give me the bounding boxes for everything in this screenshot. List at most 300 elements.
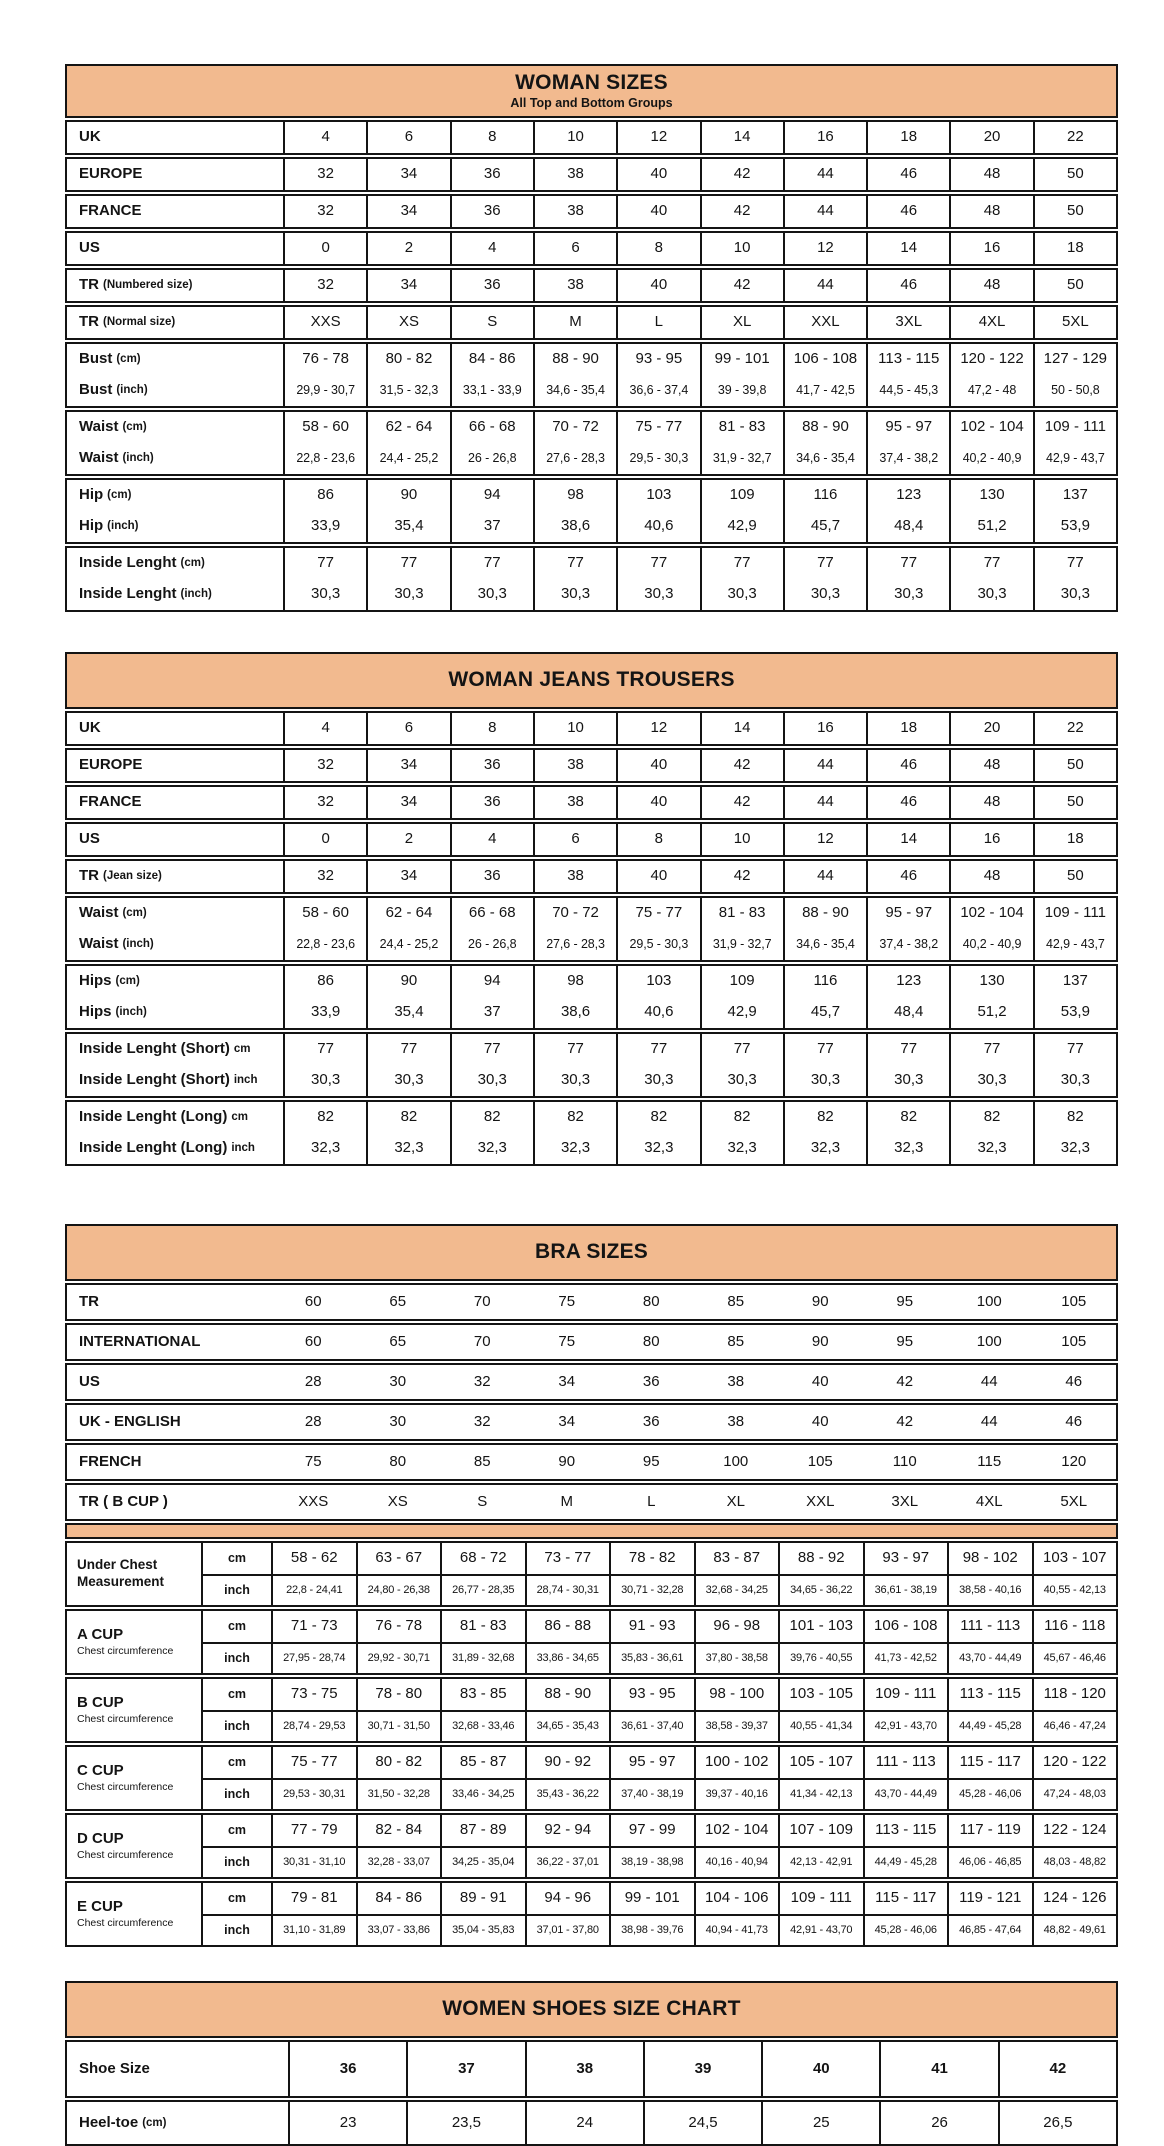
value-cell: 36,6 - 37,4 [616,375,699,406]
value-cell: 82 [450,1102,533,1133]
value-cell: 32,3 [533,1133,616,1164]
value-cell: 88 - 90 [783,412,866,443]
value-cell: 75 - 77 [616,898,699,929]
value-cell: 30,3 [700,579,783,610]
value-cell: 115 - 117 [863,1883,948,1914]
unit-cell: cm [201,1679,271,1710]
value-cell: 24,4 - 25,2 [366,929,449,960]
row-label: EUROPE [79,165,143,183]
row-label: US [79,830,100,848]
value-cell: 99 - 101 [609,1883,694,1914]
value-cell: 32 [473,1372,491,1390]
value-cell: 124 - 126 [1032,1883,1117,1914]
value-cell: 76 - 78 [283,344,366,375]
value-cell: 40,2 - 40,9 [949,443,1032,474]
value-cell: 98 [533,966,616,997]
value-cell: 30,3 [1033,1065,1116,1096]
value-cell: 130 [949,480,1032,511]
value-cell: 82 [866,1102,949,1133]
value-cell: 2 [366,824,449,855]
value-cell: 98 - 102 [947,1543,1032,1574]
value-cell: 6 [366,713,449,744]
table-subtitle: All Top and Bottom Groups [510,96,673,110]
row-label: Under Chest Measurement [77,1557,165,1589]
value-cell: 25 [761,2102,879,2144]
value-cell: 82 [366,1102,449,1133]
value-cell: 32 [283,159,366,190]
value-cell: 42 [998,2042,1116,2096]
row-label: A CUP [77,1626,124,1644]
row-label-cell [67,1445,271,1479]
value-cell: 77 [700,1034,783,1065]
value-cell: 23 [288,2102,406,2144]
value-cell: 81 - 83 [700,898,783,929]
value-cell: 36 [642,1412,660,1430]
value-cell: 94 [450,966,533,997]
value-cell: 130 [949,966,1032,997]
value-cell: S [450,307,533,338]
value-cell: 77 [533,548,616,579]
value-cell: 35,43 - 36,22 [525,1778,610,1809]
value-cell: 35,04 - 35,83 [440,1914,525,1945]
row-label: US [79,239,100,257]
value-cell: 60 [304,1332,322,1350]
value-cell: 100 [976,1292,1002,1310]
value-cell: 33,07 - 33,86 [356,1914,441,1945]
value-cell: 77 [783,1034,866,1065]
value-cell: 113 - 115 [863,1815,948,1846]
table-section [65,410,1118,476]
value-cell: 86 [283,480,366,511]
value-cell: 32 [283,861,366,892]
woman-sizes-body [65,120,1118,612]
value-cell: 48,4 [866,997,949,1028]
value-cell: 3XL [866,307,949,338]
value-cell: 90 [811,1292,829,1310]
value-cell: 32,3 [700,1133,783,1164]
value-cell: 50 - 50,8 [1033,375,1116,406]
value-cell: 38,58 - 40,16 [947,1574,1032,1605]
value-cell: 22,8 - 23,6 [283,443,366,474]
value-cell: 46,85 - 47,64 [947,1914,1032,1945]
value-cell: 8 [450,122,533,153]
row-sublabel: Chest circumference [77,1645,174,1658]
woman-jeans-body [65,711,1118,1166]
value-cell: 105 [1061,1292,1087,1310]
value-cell: 105 - 107 [778,1747,863,1778]
value-cell: 40,16 - 40,94 [694,1846,779,1877]
value-cell: 82 [949,1102,1032,1133]
row-label-cell [67,929,283,960]
value-cell: 77 [366,1034,449,1065]
value-cell: 80 - 82 [366,344,449,375]
table-section [65,157,1118,192]
value-cell: 47,2 - 48 [949,375,1032,406]
row-label: Heel-toe [79,2113,139,2131]
row-label-cell [67,1405,271,1439]
value-cell: 35,4 [366,997,449,1028]
value-cell: 44 [783,196,866,227]
bra-sizes-body [65,1283,1118,1947]
value-cell: 4 [450,824,533,855]
row-label-cell [67,898,283,929]
value-cell: 48 [949,861,1032,892]
value-cell: 127 - 129 [1033,344,1116,375]
value-cell: 42 [700,196,783,227]
value-cell: 123 [866,480,949,511]
value-cell: 33,46 - 34,25 [440,1778,525,1809]
table-section [65,859,1118,894]
value-cell: 113 - 115 [866,344,949,375]
value-cell: 46 [866,861,949,892]
row-label: Waist [79,449,119,467]
value-cell: 95 - 97 [609,1747,694,1778]
value-cell: S [477,1492,488,1510]
value-cell: 30,3 [533,579,616,610]
row-label-cell [67,579,283,610]
value-cell: 109 - 111 [778,1883,863,1914]
value-cell: 6 [366,122,449,153]
row-label-cell [67,307,283,338]
value-cell: 36,61 - 38,19 [863,1574,948,1605]
value-cell: 32,68 - 34,25 [694,1574,779,1605]
value-cell: 40 [616,159,699,190]
value-cell: 44,5 - 45,3 [866,375,949,406]
value-cell: 31,9 - 32,7 [700,443,783,474]
row-label: Inside Lenght [79,554,177,572]
value-cell: 44 [783,159,866,190]
value-cell: 38,6 [533,997,616,1028]
row-label-suffix: (cm) [107,489,132,502]
table-section [65,711,1118,746]
value-cell: 34 [366,861,449,892]
value-cell: 42,9 [700,997,783,1028]
value-cell: 83 - 85 [440,1679,525,1710]
value-cell: 109 [700,480,783,511]
value-cell: M [560,1492,573,1510]
row-label-cell [67,1285,271,1319]
value-cell: 103 [616,480,699,511]
row-label: FRANCE [79,202,142,220]
row-label-cell [67,713,283,744]
row-label-suffix: (cm) [115,975,140,988]
row-label: Bust [79,381,113,399]
value-cell: 33,9 [283,997,366,1028]
value-cell: 10 [700,824,783,855]
value-cell: 37,4 - 38,2 [866,443,949,474]
value-cell: 120 - 122 [949,344,1032,375]
value-cell: 35,83 - 36,61 [609,1642,694,1673]
value-cell: 95 [896,1332,914,1350]
value-cell: 73 - 77 [525,1543,610,1574]
row-label: TR [79,867,99,885]
row-label-cell [67,1065,283,1096]
unit-cell: inch [201,1574,271,1605]
value-cell: 30,3 [366,1065,449,1096]
value-cell: 44 [783,270,866,301]
value-cell: 12 [616,122,699,153]
value-cell: 40,6 [616,997,699,1028]
value-cell: 58 - 60 [283,898,366,929]
value-cell: 88 - 90 [783,898,866,929]
row-label: Bust [79,350,113,368]
value-cell: 77 [283,548,366,579]
value-cell: 32 [283,750,366,781]
value-cell: 30,3 [533,1065,616,1096]
value-cell: 98 [533,480,616,511]
value-cell: 34,25 - 35,04 [440,1846,525,1877]
row-sublabel: Chest circumference [77,1781,174,1794]
value-cell: XS [366,307,449,338]
row-label: TR [79,313,99,331]
value-cell: 73 - 75 [271,1679,356,1710]
value-cell: 102 - 104 [694,1815,779,1846]
value-cell: 30,3 [949,579,1032,610]
row-label-cell [67,375,283,406]
value-cell: 80 [642,1292,660,1310]
value-cell: 38 [533,196,616,227]
value-cell: 88 - 90 [533,344,616,375]
row-label-cell [67,1325,271,1359]
value-cell: 29,9 - 30,7 [283,375,366,406]
value-cell: 46 [1065,1372,1083,1390]
value-cell: 32 [283,270,366,301]
value-cell: 109 [700,966,783,997]
value-cell: 42 [700,861,783,892]
row-label-cell [67,1679,201,1741]
row-label: TR [79,276,99,294]
value-cell: 36 [450,861,533,892]
table-section [65,268,1118,303]
value-cell: 4XL [975,1492,1003,1510]
table-section [65,478,1118,544]
value-cell: 42 [700,787,783,818]
value-cell: 94 - 96 [525,1883,610,1914]
value-cell: 46 [866,270,949,301]
value-cell: 45,7 [783,511,866,542]
value-cell: 37,01 - 37,80 [525,1914,610,1945]
value-cell: 42,9 [700,511,783,542]
table-section [65,231,1118,266]
value-cell: 103 - 107 [1032,1543,1117,1574]
value-cell: 51,2 [949,511,1032,542]
value-cell: 33,9 [283,511,366,542]
row-label-cell [67,1485,271,1519]
row-label: US [79,1372,100,1390]
table-section [65,1677,1118,1743]
value-cell: 31,9 - 32,7 [700,929,783,960]
unit-cell: inch [201,1914,271,1945]
value-cell: 31,10 - 31,89 [271,1914,356,1945]
value-cell: 30,3 [1033,579,1116,610]
row-label: UK [79,719,101,737]
table-title: WOMAN SIZES [515,71,668,94]
value-cell: 4 [283,713,366,744]
woman-jeans-trousers-table [65,652,1118,1166]
value-cell: 48,4 [866,511,949,542]
value-cell: 38,19 - 38,98 [609,1846,694,1877]
value-cell: 24,5 [643,2102,761,2144]
row-label-suffix: (inch) [180,588,212,601]
value-cell: 22,8 - 24,41 [271,1574,356,1605]
value-cell: 30,3 [616,1065,699,1096]
value-cell: 45,67 - 46,46 [1032,1642,1117,1673]
value-cell: 32,3 [616,1133,699,1164]
value-cell: 119 - 121 [947,1883,1032,1914]
row-label: FRENCH [79,1452,142,1470]
value-cell: 29,53 - 30,31 [271,1778,356,1809]
value-cell: 32,3 [366,1133,449,1164]
unit-cell: cm [201,1815,271,1846]
value-cell: 37 [450,511,533,542]
value-cell: 70 - 72 [533,898,616,929]
unit-cell: inch [201,1778,271,1809]
table-section [65,342,1118,408]
unit-cell: cm [201,1611,271,1642]
value-cell: 30,3 [866,579,949,610]
value-cell: 109 - 111 [1033,898,1116,929]
value-cell: 39,37 - 40,16 [694,1778,779,1809]
value-cell: 10 [533,713,616,744]
value-cell: 27,95 - 28,74 [271,1642,356,1673]
value-cell: 22,8 - 23,6 [283,929,366,960]
value-cell: 38 [533,787,616,818]
value-cell: 42 [700,270,783,301]
unit-cell: inch [201,1642,271,1673]
value-cell: 42,91 - 43,70 [863,1710,948,1741]
value-cell: 40 [761,2042,879,2096]
value-cell: 96 - 98 [694,1611,779,1642]
value-cell: 10 [533,122,616,153]
value-cell: 95 - 97 [866,898,949,929]
value-cell: 20 [949,713,1032,744]
row-label-cell [67,196,283,227]
value-cell: 53,9 [1033,997,1116,1028]
row-label: EUROPE [79,756,143,774]
value-cell: 31,5 - 32,3 [366,375,449,406]
row-label-cell [67,122,283,153]
value-cell: 40 [811,1412,829,1430]
value-cell: 71 - 73 [271,1611,356,1642]
value-cell: 68 - 72 [440,1543,525,1574]
row-label-cell [67,1034,283,1065]
value-cell: 34 [366,270,449,301]
row-label-cell [67,2102,288,2144]
value-cell: 34 [366,196,449,227]
value-cell: 34,65 - 35,43 [525,1710,610,1741]
table-section [65,546,1118,612]
value-cell: 110 [892,1452,917,1470]
row-label: B CUP [77,1694,124,1712]
row-label-suffix: (Jean size) [103,870,162,883]
value-cell: 41,73 - 42,52 [863,1642,948,1673]
value-cell: 103 - 105 [778,1679,863,1710]
value-cell: 70 - 72 [533,412,616,443]
value-cell: 115 [977,1452,1002,1470]
value-cell: 50 [1033,196,1116,227]
table-section [65,1363,1118,1401]
table-section [65,1100,1118,1166]
value-cell: 46,06 - 46,85 [947,1846,1032,1877]
unit-cell: inch [201,1846,271,1877]
value-cell: 40 [811,1372,829,1390]
table-section [65,1443,1118,1481]
value-cell: 32 [473,1412,491,1430]
value-cell: 38 [727,1412,745,1430]
row-label-cell [67,511,283,542]
woman-sizes-header [65,64,1118,118]
value-cell: 80 [642,1332,660,1350]
table-section [65,1323,1118,1361]
value-cell: 86 [283,966,366,997]
value-cell: 32,3 [1033,1133,1116,1164]
value-cell: 14 [866,233,949,264]
value-cell: 76 - 78 [356,1611,441,1642]
value-cell: 31,50 - 32,28 [356,1778,441,1809]
value-cell: M [533,307,616,338]
value-cell: 99 - 101 [700,344,783,375]
value-cell: 34 [366,750,449,781]
value-cell: 44 [783,861,866,892]
value-cell: 88 - 92 [778,1543,863,1574]
row-label-cell [67,1543,201,1605]
value-cell: 100 - 102 [694,1747,779,1778]
value-cell: 32,28 - 33,07 [356,1846,441,1877]
value-cell: 48 [949,787,1032,818]
value-cell: 77 [866,548,949,579]
value-cell: 29,92 - 30,71 [356,1642,441,1673]
row-label-cell [67,966,283,997]
bra-sizes-header [65,1224,1118,1281]
row-label-cell [67,270,283,301]
value-cell: 33,1 - 33,9 [450,375,533,406]
value-cell: 3XL [891,1492,919,1510]
value-cell: 36 [450,750,533,781]
value-cell: 24,4 - 25,2 [366,443,449,474]
value-cell: 122 - 124 [1032,1815,1117,1846]
value-cell: 35,4 [366,511,449,542]
value-cell: 77 - 79 [271,1815,356,1846]
value-cell: 30,3 [949,1065,1032,1096]
table-section [65,2040,1118,2098]
value-cell: 137 [1033,966,1116,997]
row-label-cell [67,787,283,818]
shoes-body [65,2040,1118,2146]
value-cell: 16 [949,824,1032,855]
value-cell: 27,6 - 28,3 [533,443,616,474]
value-cell: 43,70 - 44,49 [863,1778,948,1809]
row-label-cell [67,412,283,443]
women-shoes-size-table [65,1981,1118,2146]
value-cell: 85 [727,1332,745,1350]
value-cell: 82 [533,1102,616,1133]
value-cell: 16 [949,233,1032,264]
shoes-header [65,1981,1118,2038]
table-section [65,1483,1118,1521]
value-cell: 42 [700,159,783,190]
value-cell: L [647,1492,656,1510]
value-cell: 120 - 122 [1032,1747,1117,1778]
row-label-suffix: (inch) [116,384,148,397]
value-cell: 62 - 64 [366,898,449,929]
table-section [65,1541,1118,1607]
value-cell: 5XL [1060,1492,1088,1510]
value-cell: 40 [616,196,699,227]
value-cell: 0 [283,233,366,264]
value-cell: 123 [866,966,949,997]
value-cell: XL [700,307,783,338]
row-label: Inside Lenght (Long) [79,1108,228,1126]
